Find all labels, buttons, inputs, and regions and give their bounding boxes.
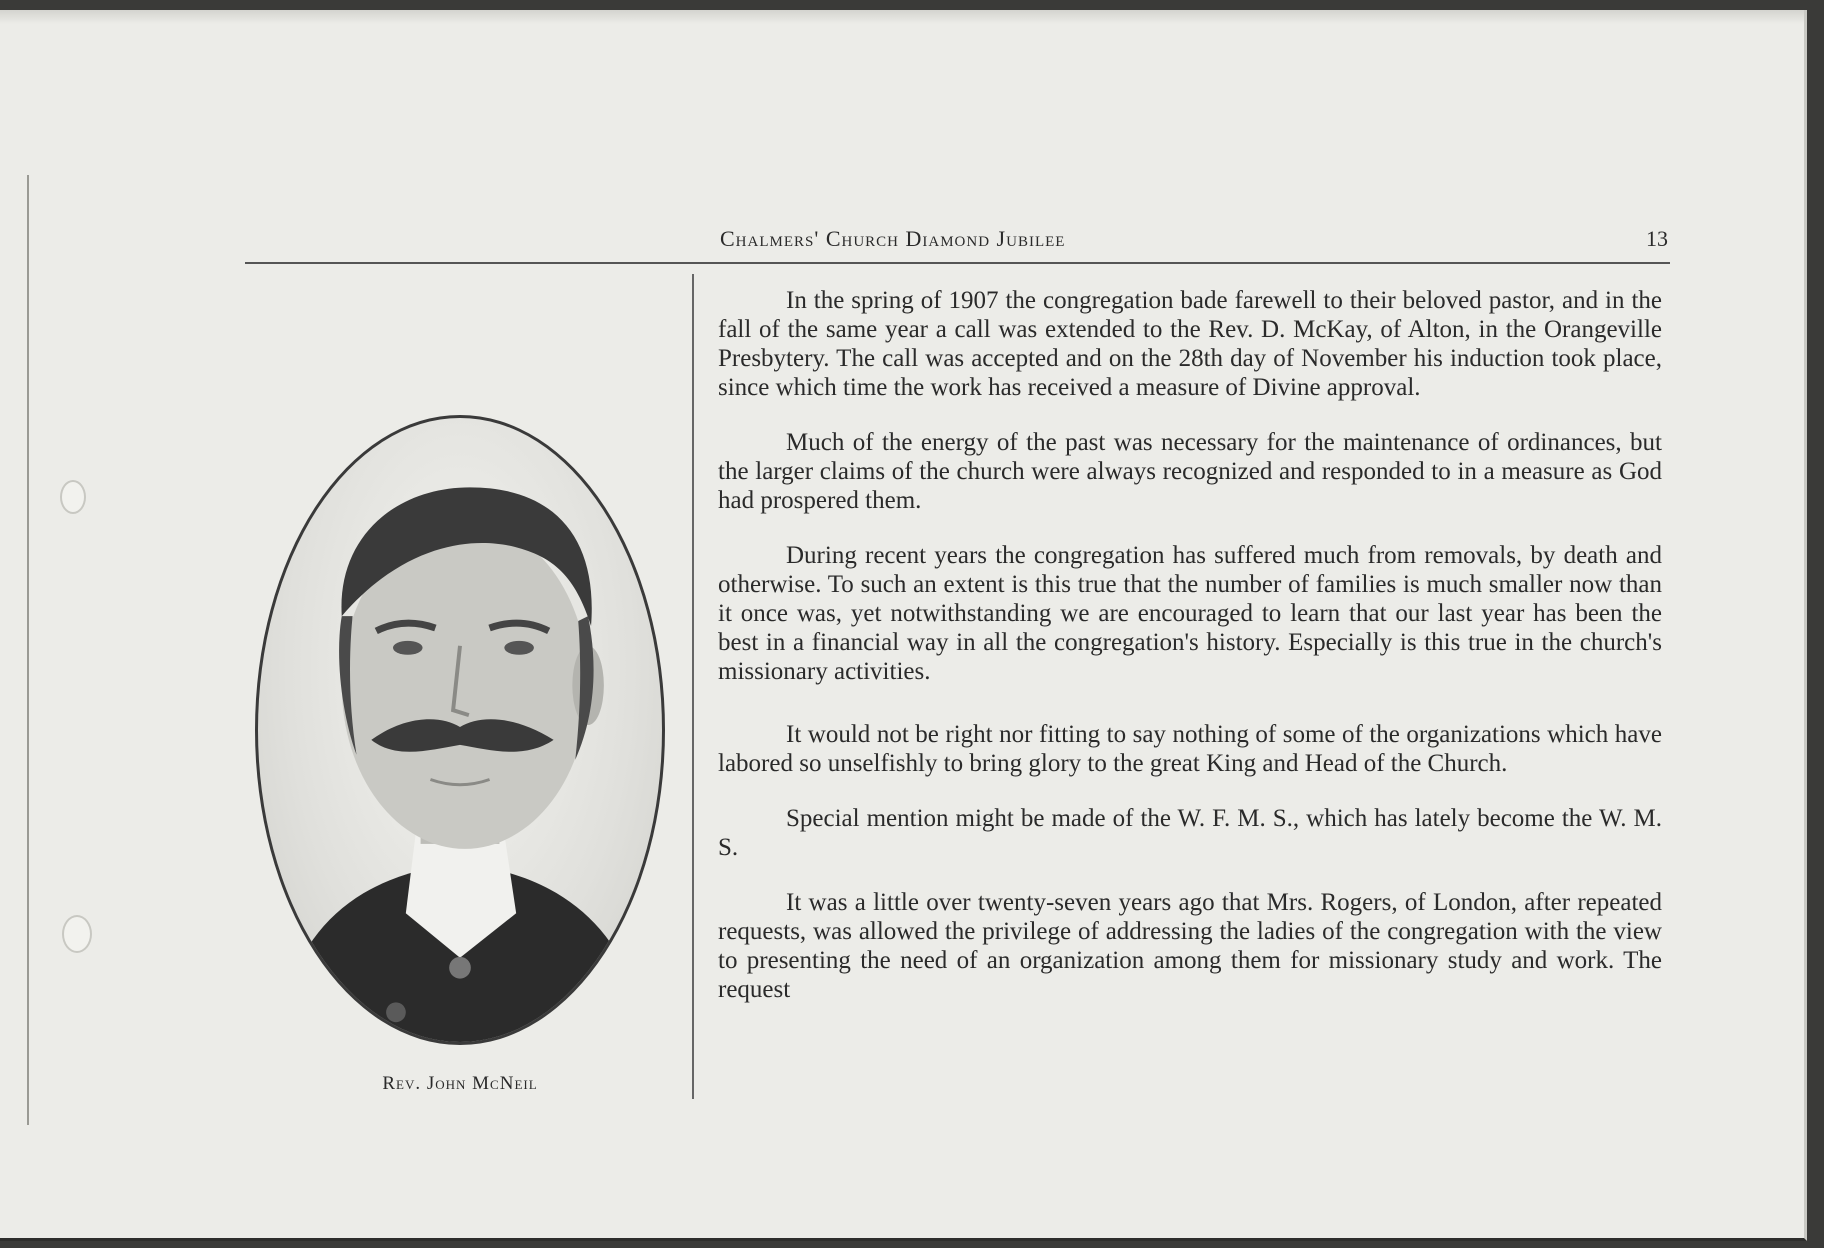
paragraph: It would not be right nor fitting to say nothing of some of the organizations which have labored so unselfishly to bring glory to the great King and Head of the Church.	[718, 721, 1662, 777]
binding-edge	[27, 175, 29, 1125]
binding-hole	[62, 915, 92, 953]
paragraph: Much of the energy of the past was necessary for the maintenance of ordinances, but the larger claims of the church were always recognized and responded to in a measure as God had prospered them.	[718, 429, 1662, 514]
paragraph: It was a little over twenty-seven years ago that Mrs. Rogers, of London, after repeated requests, was allowed the privilege of addressing the ladies of the congregation with the view to presenting the need of an organization among them for missionary study and work. The request	[718, 889, 1662, 1003]
book-page	[0, 10, 1807, 1241]
paragraph: In the spring of 1907 the congregation bade farewell to their beloved pastor, and in the fall of the same year a call was extended to the Rev. D. McKay, of Alton, in the Orangeville Presbytery. The call was accepted and on the 28th day of November his induction took place, since which time the work has received a measure of Divine approval.	[718, 287, 1662, 401]
page-number: 13	[1646, 226, 1668, 251]
portrait-illustration	[258, 418, 662, 1042]
portrait-photo	[255, 415, 665, 1045]
article-body	[718, 286, 1662, 1030]
running-title: Chalmers' Church Diamond Jubilee	[720, 226, 1066, 251]
paragraph: Special mention might be made of the W. F. M. S., which has lately become the W. M. S.	[718, 805, 1662, 861]
page-header	[245, 220, 1670, 264]
binding-hole	[60, 480, 86, 514]
column-divider	[692, 274, 694, 1099]
portrait-caption: Rev. John McNeil	[382, 1073, 538, 1094]
paragraph: During recent years the congregation has suffered much from removals, by death and otherwise. To such an extent is this true that the number of families is much smaller now than it once was, yet notwithstanding we are encouraged to learn that our last year has been the best in a financial way in all the congregation's history. Especially is this true in the church's missionary activities.	[718, 542, 1662, 685]
